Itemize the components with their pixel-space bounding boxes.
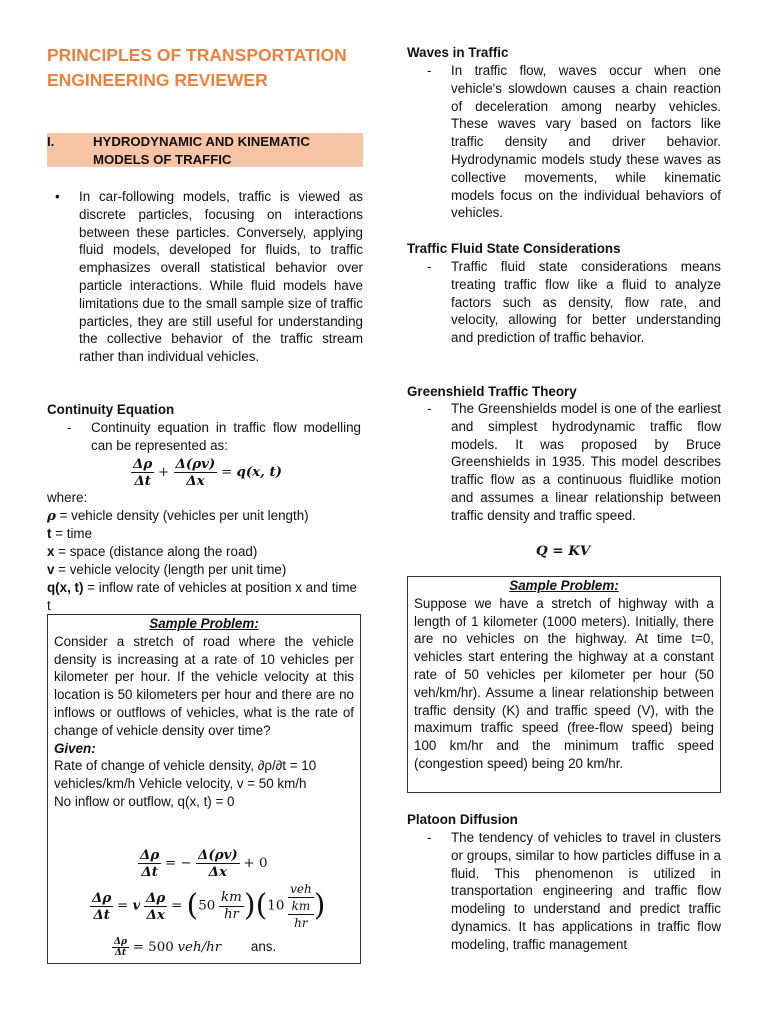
solution-step-1: $\frac{\Delta\rho}{\Delta t}$ = − $\frac{\Delta(\rho v)}{\Delta x}$ + 0: [140, 847, 268, 880]
waves-item: [427, 62, 721, 222]
definition-v: [47, 561, 363, 579]
def-desc: = vehicle velocity (length per unit time): [54, 562, 287, 577]
continuity-text: Continuity equation in traffic flow modelling can be represented as:: [91, 420, 361, 453]
bullet-icon: •: [55, 189, 60, 204]
section-number: I.: [47, 134, 55, 149]
platoon-text: The tendency of vehicles to travel in clusters or groups, similar to how particles diffuse in a fluid. This phenomenon is utilized in transportation engineering and traffic flow modeling to understand and predict traffic dynamics. It has applications in traffic flow modeling, traffic management: [451, 830, 721, 952]
definition-x: [47, 543, 363, 561]
sample-problem-text: Consider a stretch of road where the vehicle density is increasing at a rate of 10 vehicles per kilometer per hour. If the vehicle velocity at this location is 50 kilometers per hour and there are no inflows or outflows of vehicles, what is the rate of change of vehicle density over time?: [54, 633, 354, 738]
def-symbol: q(x, t): [47, 580, 84, 595]
section-header: [47, 133, 363, 167]
intro-text: In car-following models, traffic is viewed as discrete particles, focusing on interactions between these particles. Conversely, applying fluid models, developed for fluids, to traffic emphasizes overall statistical behavior over particle interactions. While fluid models have limitations due to the small sample size of traffic particles, they are still useful for understanding the collective behavior of the traffic stream rather than individual vehicles.: [79, 189, 363, 365]
def-symbol: x: [47, 544, 55, 559]
platoon-heading: Platoon Diffusion: [407, 812, 518, 827]
definition-rho: [47, 507, 363, 526]
given-line: Rate of change of vehicle density, ∂ρ/∂t = 10 vehicles/km/h Vehicle velocity, v = 50 km/h: [54, 758, 317, 792]
def-desc: = time: [51, 526, 93, 541]
solution-step-2: $\frac{\Delta\rho}{\Delta t}$ = v $\frac{\Delta\rho}{\Delta x}$ = (50 $\frac{km}{hr}$ )(10 veh km hr ): [92, 882, 326, 930]
greenshield-equation: Q = KV: [536, 543, 591, 559]
continuity-heading: Continuity Equation: [47, 402, 175, 417]
fluid-state-item: [427, 258, 721, 347]
continuity-equation: $\frac{\Delta\rho}{\Delta t}$ + $\frac{\Delta(\rho v)}{\Delta x}$ = q(x, t): [133, 456, 283, 489]
page-title: PRINCIPLES OF TRANSPORTATION ENGINEERING REVIEWER: [47, 45, 347, 90]
section-title: HYDRODYNAMIC AND KINEMATIC MODELS OF TRAFFIC: [93, 134, 310, 167]
greenshield-heading: Greenshield Traffic Theory: [407, 384, 577, 399]
solution-answer: $\frac{\Delta\rho}{\Delta t}$ = 500 veh/hr ans.: [114, 937, 277, 958]
greenshield-text: The Greenshields model is one of the earliest and simplest hydrodynamic traffic flow models. It was proposed by Bruce Greenshields in 1935. This model describes traffic flow as a continuous fluidlike motion and assumes a linear relationship between traffic density and traffic speed.: [451, 401, 721, 523]
dash-icon: -: [427, 63, 432, 78]
sample-problem-box: [47, 614, 361, 964]
waves-text: In traffic flow, waves occur when one vehicle's slowdown causes a chain reaction of deceleration among nearby vehicles. These waves vary based on factors like traffic density and driver behavior. Hydrodynamic models study these waves as collective movements, while kinematic models focus on the individual behaviors of vehicles.: [451, 63, 721, 221]
def-desc: = space (distance along the road): [54, 544, 258, 559]
def-symbol: ρ: [47, 508, 56, 524]
continuity-item: [67, 419, 361, 455]
dash-icon: -: [67, 420, 72, 435]
sample-problem-box-2: [407, 576, 721, 793]
given-label: Given:: [54, 740, 96, 756]
def-desc: = vehicle density (vehicles per unit length): [55, 508, 309, 523]
given-line: No inflow or outflow, q(x, t) = 0: [54, 793, 235, 809]
def-symbol: t: [47, 526, 52, 541]
answer-suffix: ans.: [250, 939, 277, 955]
waves-heading: Waves in Traffic: [407, 45, 509, 60]
dash-icon: -: [427, 401, 432, 416]
intro-bullet: [47, 188, 363, 366]
sample-problem-text: Suppose we have a stretch of highway with a length of 1 kilometer (1000 meters). Initially, there are no vehicles on the highway. At time t=0, vehicles start entering the highway at a constant rate of 50 vehicles per kilometer per hour (50 veh/km/hr). Assume a linear relationship between traffic density (K) and traffic speed (V), with the maximum traffic speed (free-flow speed) being 100 km/hr and the minimum traffic speed (congestion speed) being 20 km/hr.: [414, 595, 714, 771]
definition-t: [47, 525, 363, 543]
dash-icon: -: [427, 259, 432, 274]
definition-q: [47, 579, 363, 615]
greenshield-item: [427, 400, 721, 525]
where-label: where:: [47, 490, 88, 505]
fluid-state-text: Traffic fluid state considerations means treating traffic flow like a fluid to analyze factors such as density, flow rate, and velocity, allowing for better understanding and prediction of traffic behavior.: [451, 259, 721, 346]
def-symbol: v: [47, 562, 55, 577]
fluid-state-heading: Traffic Fluid State Considerations: [407, 241, 621, 256]
answer-unit: veh/hr: [177, 940, 222, 956]
answer-value: = 500: [132, 940, 174, 956]
sample-problem-title: Sample Problem:: [149, 616, 259, 631]
sample-problem-title: Sample Problem:: [509, 578, 619, 593]
dash-icon: -: [427, 830, 432, 845]
def-desc: = inflow rate of vehicles at position x and time t: [47, 580, 357, 613]
platoon-item: [427, 829, 721, 954]
